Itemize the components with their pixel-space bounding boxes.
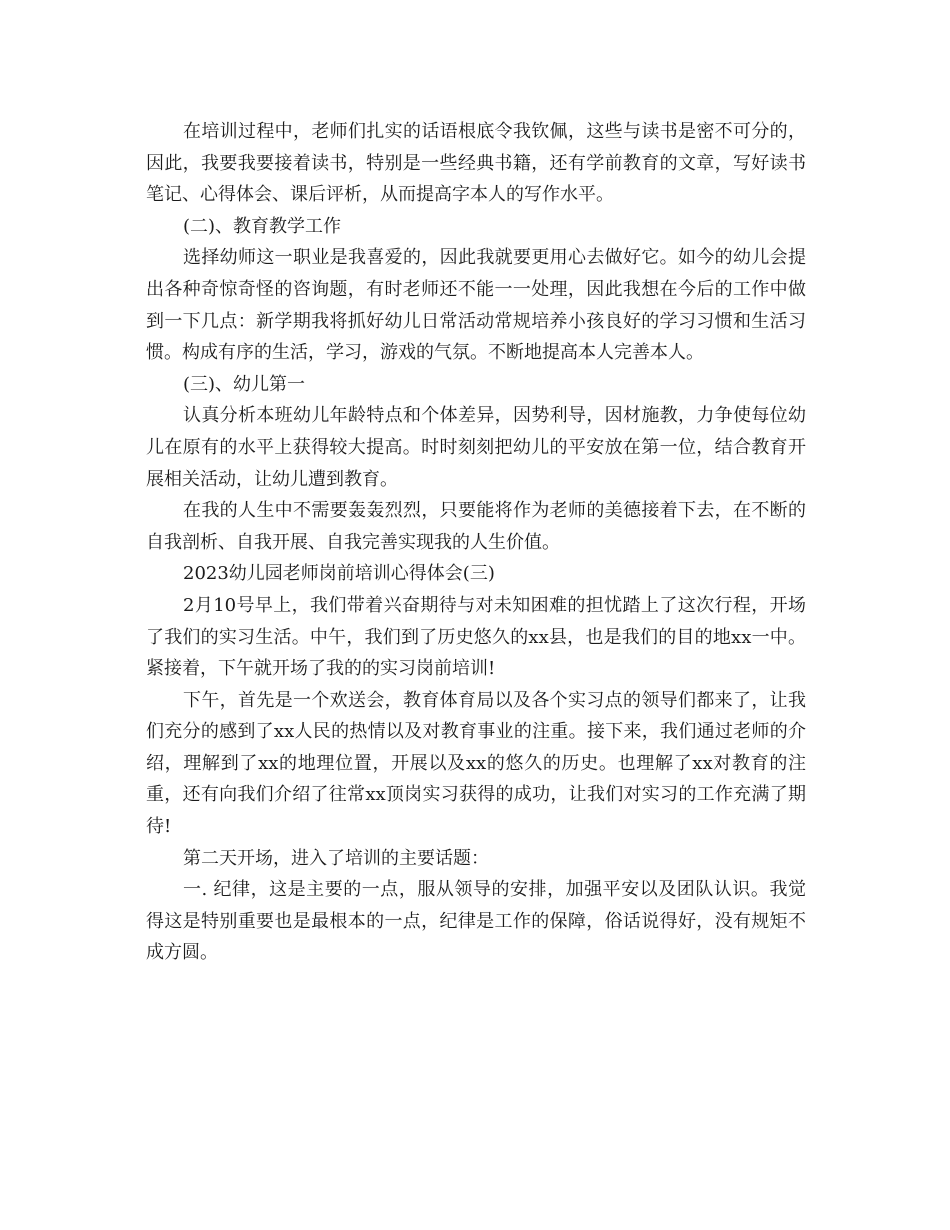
heading-teaching-work: (二)、教育教学工作 [183, 215, 342, 237]
paragraph-welcome-meeting: 下午，首先是一个欢送会，教育体育局以及各个实习点的领导们都来了，让我们充分的感到了xx人民的热情以及对教育事业的注重。接下来，我们通过老师的介绍，理解到了xx的地理位置，开展以及xx的悠久的历史。也理解了xx对教育的注重，还有向我们介绍了往常xx顶岗实习获得的成功，让我们对实习的工作充满了期待! [146, 689, 806, 838]
paragraph-children-first: 认真分析本班幼儿年龄特点和个体差异，因势利导，因材施教，力争使每位幼儿在原有的水平上获得较大提高。时时刻刻把幼儿的平安放在第一位，结合教育开展相关活动，让幼儿遭到教育。 [146, 405, 806, 490]
heading-children-first: (三)、幼儿第一 [183, 373, 306, 395]
paragraph-reading-habits: 在培训过程中，老师们扎实的话语根底令我钦佩，这些与读书是密不可分的，因此，我要我要接着读书，特别是一些经典书籍，还有学前教育的文章，写好读书笔记、心得体会、课后评析，从而提高字本人的写作水平。 [146, 121, 806, 206]
paragraph-arrival: 2月10号早上，我们带着兴奋期待与对未知困难的担忧踏上了这次行程，开场了我们的实习生活。中午，我们到了历史悠久的xx县，也是我们的目的地xx一中。紧接着，下午就开场了我的的实习岗前培训! [146, 594, 806, 680]
paragraph-teaching-work: 选择幼师这一职业是我喜爱的，因此我就要更用心去做好它。如今的幼儿会提出各种奇惊奇怪的咨询题，有时老师还不能一一处理，因此我想在今后的工作中做到一下几点：新学期我将抓好幼儿日常活动常规培养小孩良好的学习习惯和生活习惯。构成有序的生活，学习，游戏的气氛。不断地提高本人完善本人。 [146, 247, 806, 364]
paragraph-life-value: 在我的人生中不需要轰轰烈烈，只要能将作为老师的美德接着下去，在不断的自我剖析、自我开展、自我完善实现我的人生价值。 [146, 500, 806, 553]
paragraph-second-day: 第二天开场，进入了培训的主要话题： [183, 847, 489, 869]
section-title: 2023幼儿园老师岗前培训心得体会(三) [183, 563, 495, 585]
document-body [146, 116, 806, 969]
paragraph-discipline: 一. 纪律，这是主要的一点，服从领导的安排，加强平安以及团队认识。我觉得这是特别重要也是最根本的一点，纪律是工作的保障，俗话说得好，没有规矩不成方圆。 [146, 879, 806, 964]
